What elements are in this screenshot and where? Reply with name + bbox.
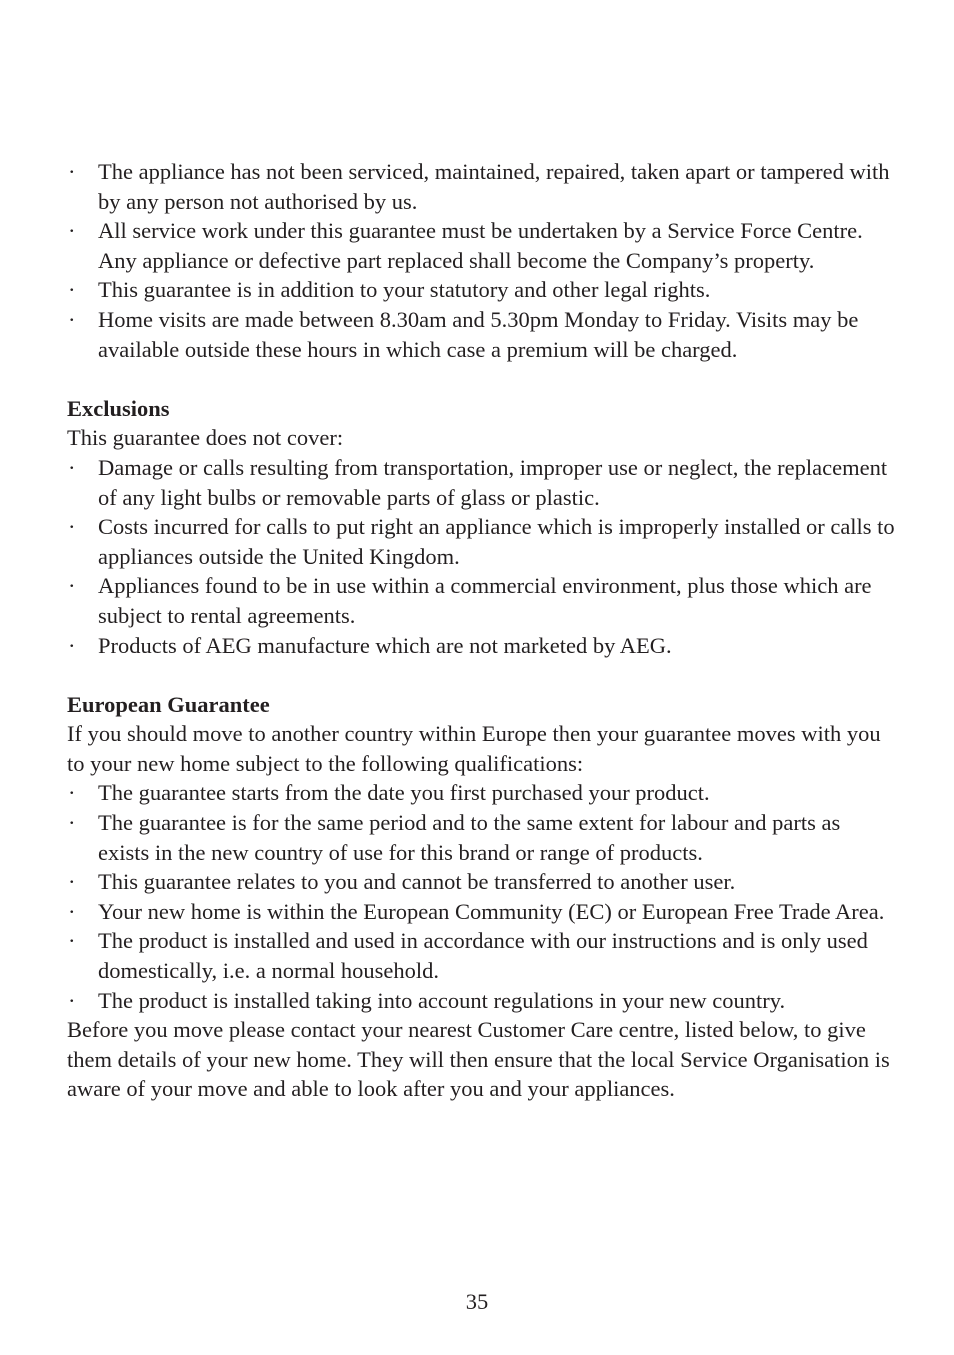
bullet-marker: · <box>68 810 76 836</box>
bullet-marker: · <box>68 898 76 924</box>
european-guarantee-closing: Before you move please contact your nearest Customer Care centre, listed below, to give them details of your new home. They will then ensure that the local Service Organisation is aware of your move and able to look after you and your appliances. <box>67 1017 890 1102</box>
european-guarantee-intro: If you should move to another country within Europe then your guarantee moves with you to your new home subject to the following qualifications: <box>67 721 881 776</box>
list-item <box>67 275 897 305</box>
list-item <box>67 305 897 364</box>
list-item-text: The appliance has not been serviced, maintained, repaired, taken apart or tampered with by any person not authorised by us. <box>98 159 890 214</box>
page-number: 35 <box>465 1289 489 1314</box>
bullet-marker: · <box>68 780 76 806</box>
list-item-text: The product is installed and used in accordance with our instructions and is only used domestically, i.e. a normal household. <box>98 928 868 984</box>
list-item-text: This guarantee is in addition to your statutory and other legal rights. <box>98 277 711 303</box>
list-item-text: The guarantee starts from the date you first purchased your product. <box>98 780 710 806</box>
exclusions-list <box>67 453 897 660</box>
list-item <box>67 897 897 927</box>
list-item <box>67 157 897 216</box>
european-guarantee-heading: European Guarantee <box>67 691 270 717</box>
bullet-marker: · <box>68 277 76 303</box>
intro-conditions-list <box>67 157 897 364</box>
bullet-marker: · <box>68 218 76 244</box>
list-item-text: The guarantee is for the same period and to the same extent for labour and parts as exists in the new country of use for this brand or range of products. <box>98 810 841 865</box>
bullet-marker: · <box>68 159 76 184</box>
list-item-text: Costs incurred for calls to put right an appliance which is improperly installed or calls to appliances outside the United Kingdom. <box>98 514 895 569</box>
list-item <box>67 216 897 275</box>
list-item <box>67 512 897 571</box>
list-item-text: All service work under this guarantee must be undertaken by a Service Force Centre. Any appliance or defective part replaced shall become the Company’s property. <box>98 218 863 273</box>
list-item <box>67 926 897 985</box>
list-item <box>67 778 897 808</box>
exclusions-intro: This guarantee does not cover: <box>67 425 344 451</box>
bullet-marker: · <box>68 514 76 540</box>
list-item-text: Appliances found to be in use within a commercial environment, plus those which are subject to rental agreements. <box>98 573 872 628</box>
list-item-text: This guarantee relates to you and cannot be transferred to another user. <box>98 869 736 895</box>
bullet-marker: · <box>68 987 76 1013</box>
list-item <box>67 986 897 1016</box>
exclusions-heading: Exclusions <box>67 395 170 421</box>
bullet-marker: · <box>68 306 76 332</box>
bullet-marker: · <box>68 573 76 599</box>
bullet-marker: · <box>68 928 76 954</box>
bullet-marker: · <box>68 869 76 895</box>
list-item-text: Products of AEG manufacture which are not marketed by AEG. <box>98 632 672 658</box>
list-item-text: Damage or calls resulting from transportation, improper use or neglect, the replacement of any light bulbs or removable parts of glass or plastic. <box>98 454 888 510</box>
list-item <box>67 571 897 630</box>
bullet-marker: · <box>68 632 76 658</box>
bullet-marker: · <box>68 454 76 480</box>
list-item <box>67 808 897 867</box>
list-item <box>67 867 897 897</box>
list-item-text: Home visits are made between 8.30am and 5.30pm Monday to Friday. Visits may be available outside these hours in which case a premium will be charged. <box>98 306 859 362</box>
european-guarantee-list <box>67 778 897 1015</box>
list-item-text: The product is installed taking into account regulations in your new country. <box>98 987 786 1013</box>
european-guarantee-section <box>67 690 897 1104</box>
list-item <box>67 631 897 661</box>
document-page <box>67 157 897 1104</box>
list-item <box>67 453 897 512</box>
exclusions-section <box>67 394 897 660</box>
list-item-text: Your new home is within the European Community (EC) or European Free Trade Area. <box>98 898 885 924</box>
